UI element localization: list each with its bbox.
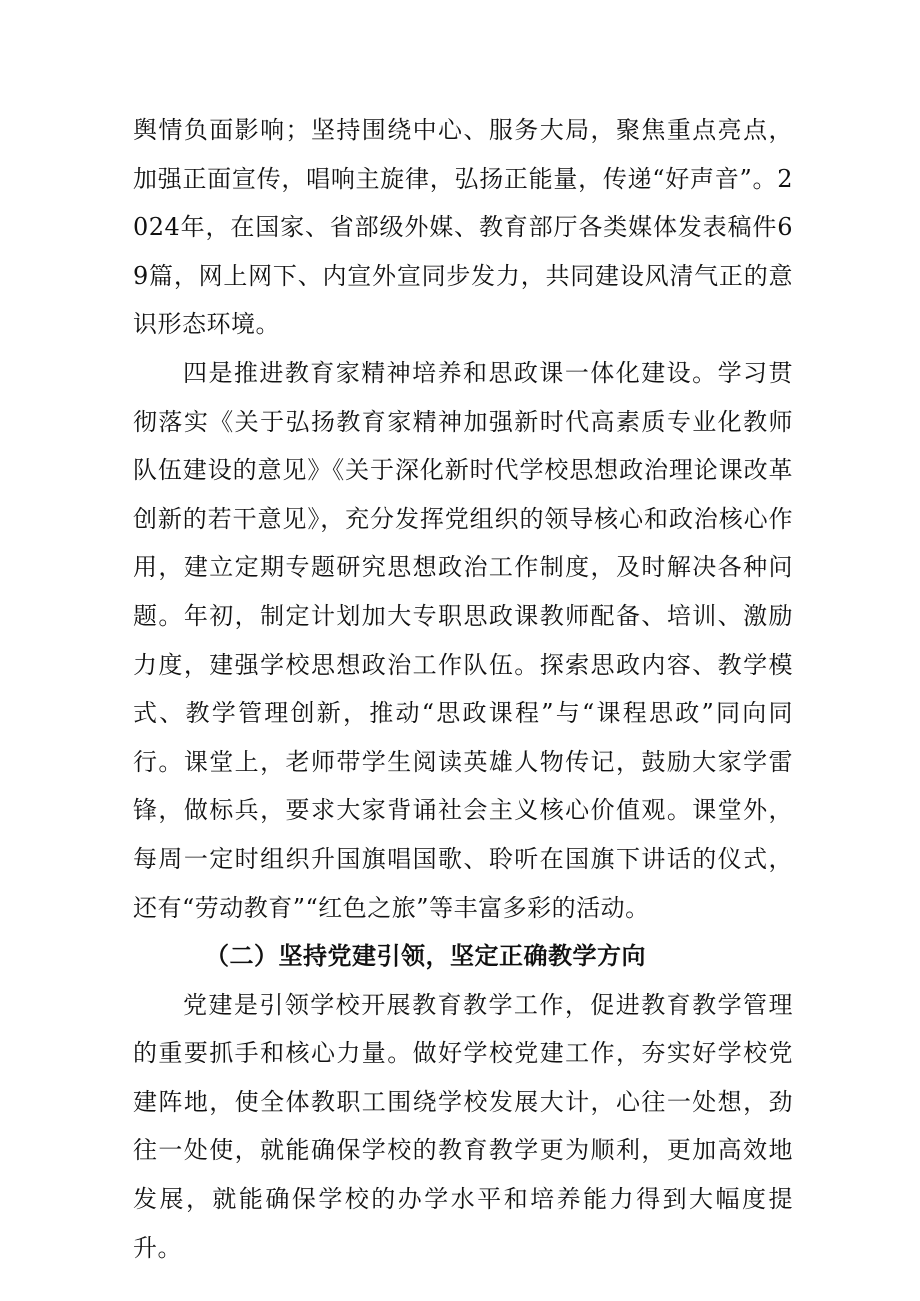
paragraph-media-publicity: 舆情负面影响；坚持围绕中心、服务大局，聚焦重点亮点，加强正面宣传，唱响主旋律，弘扬正能量，传递“好声音”。2024年，在国家、省部级外媒、教育部厅各类媒体发表稿件69篇，网上网下、内宣外宣同步发力，共同建设风清气正的意识形态环境。 (133, 116, 793, 339)
document-body (133, 106, 793, 1272)
paragraph-party-building: 党建是引领学校开展教育教学工作，促进教育教学管理的重要抓手和核心力量。做好学校党建工作，夯实好学校党建阵地，使全体教职工围绕学校发展大计，心往一处想，劲往一处使，就能确保学校的教育教学更为顺利，更加高效地发展，就能确保学校的办学水平和培养能力得到大幅度提升。 (133, 990, 793, 1262)
paragraph-educator-spirit: 四是推进教育家精神培养和思政课一体化建设。学习贯彻落实《关于弘扬教育家精神加强新时代高素质专业化教师队伍建设的意见》《关于深化新时代学校思想政治理论课改革创新的若干意见》，充分发挥党组织的领导核心和政治核心作用，建立定期专题研究思想政治工作制度，及时解决各种问题。年初，制定计划加大专职思政课教师配备、培训、激励力度，建强学校思想政治工作队伍。探索思政内容、教学模式、教学管理创新，推动“思政课程”与“课程思政”同向同行。课堂上，老师带学生阅读英雄人物传记，鼓励大家学雷锋，做标兵，要求大家背诵社会主义核心价值观。课堂外，每周一定时组织升国旗唱国歌、聆听在国旗下讲话的仪式，还有“劳动教育”“红色之旅”等丰富多彩的活动。 (133, 358, 793, 922)
section-heading-party-building: （二）坚持党建引领，坚定正确教学方向 (205, 942, 646, 971)
